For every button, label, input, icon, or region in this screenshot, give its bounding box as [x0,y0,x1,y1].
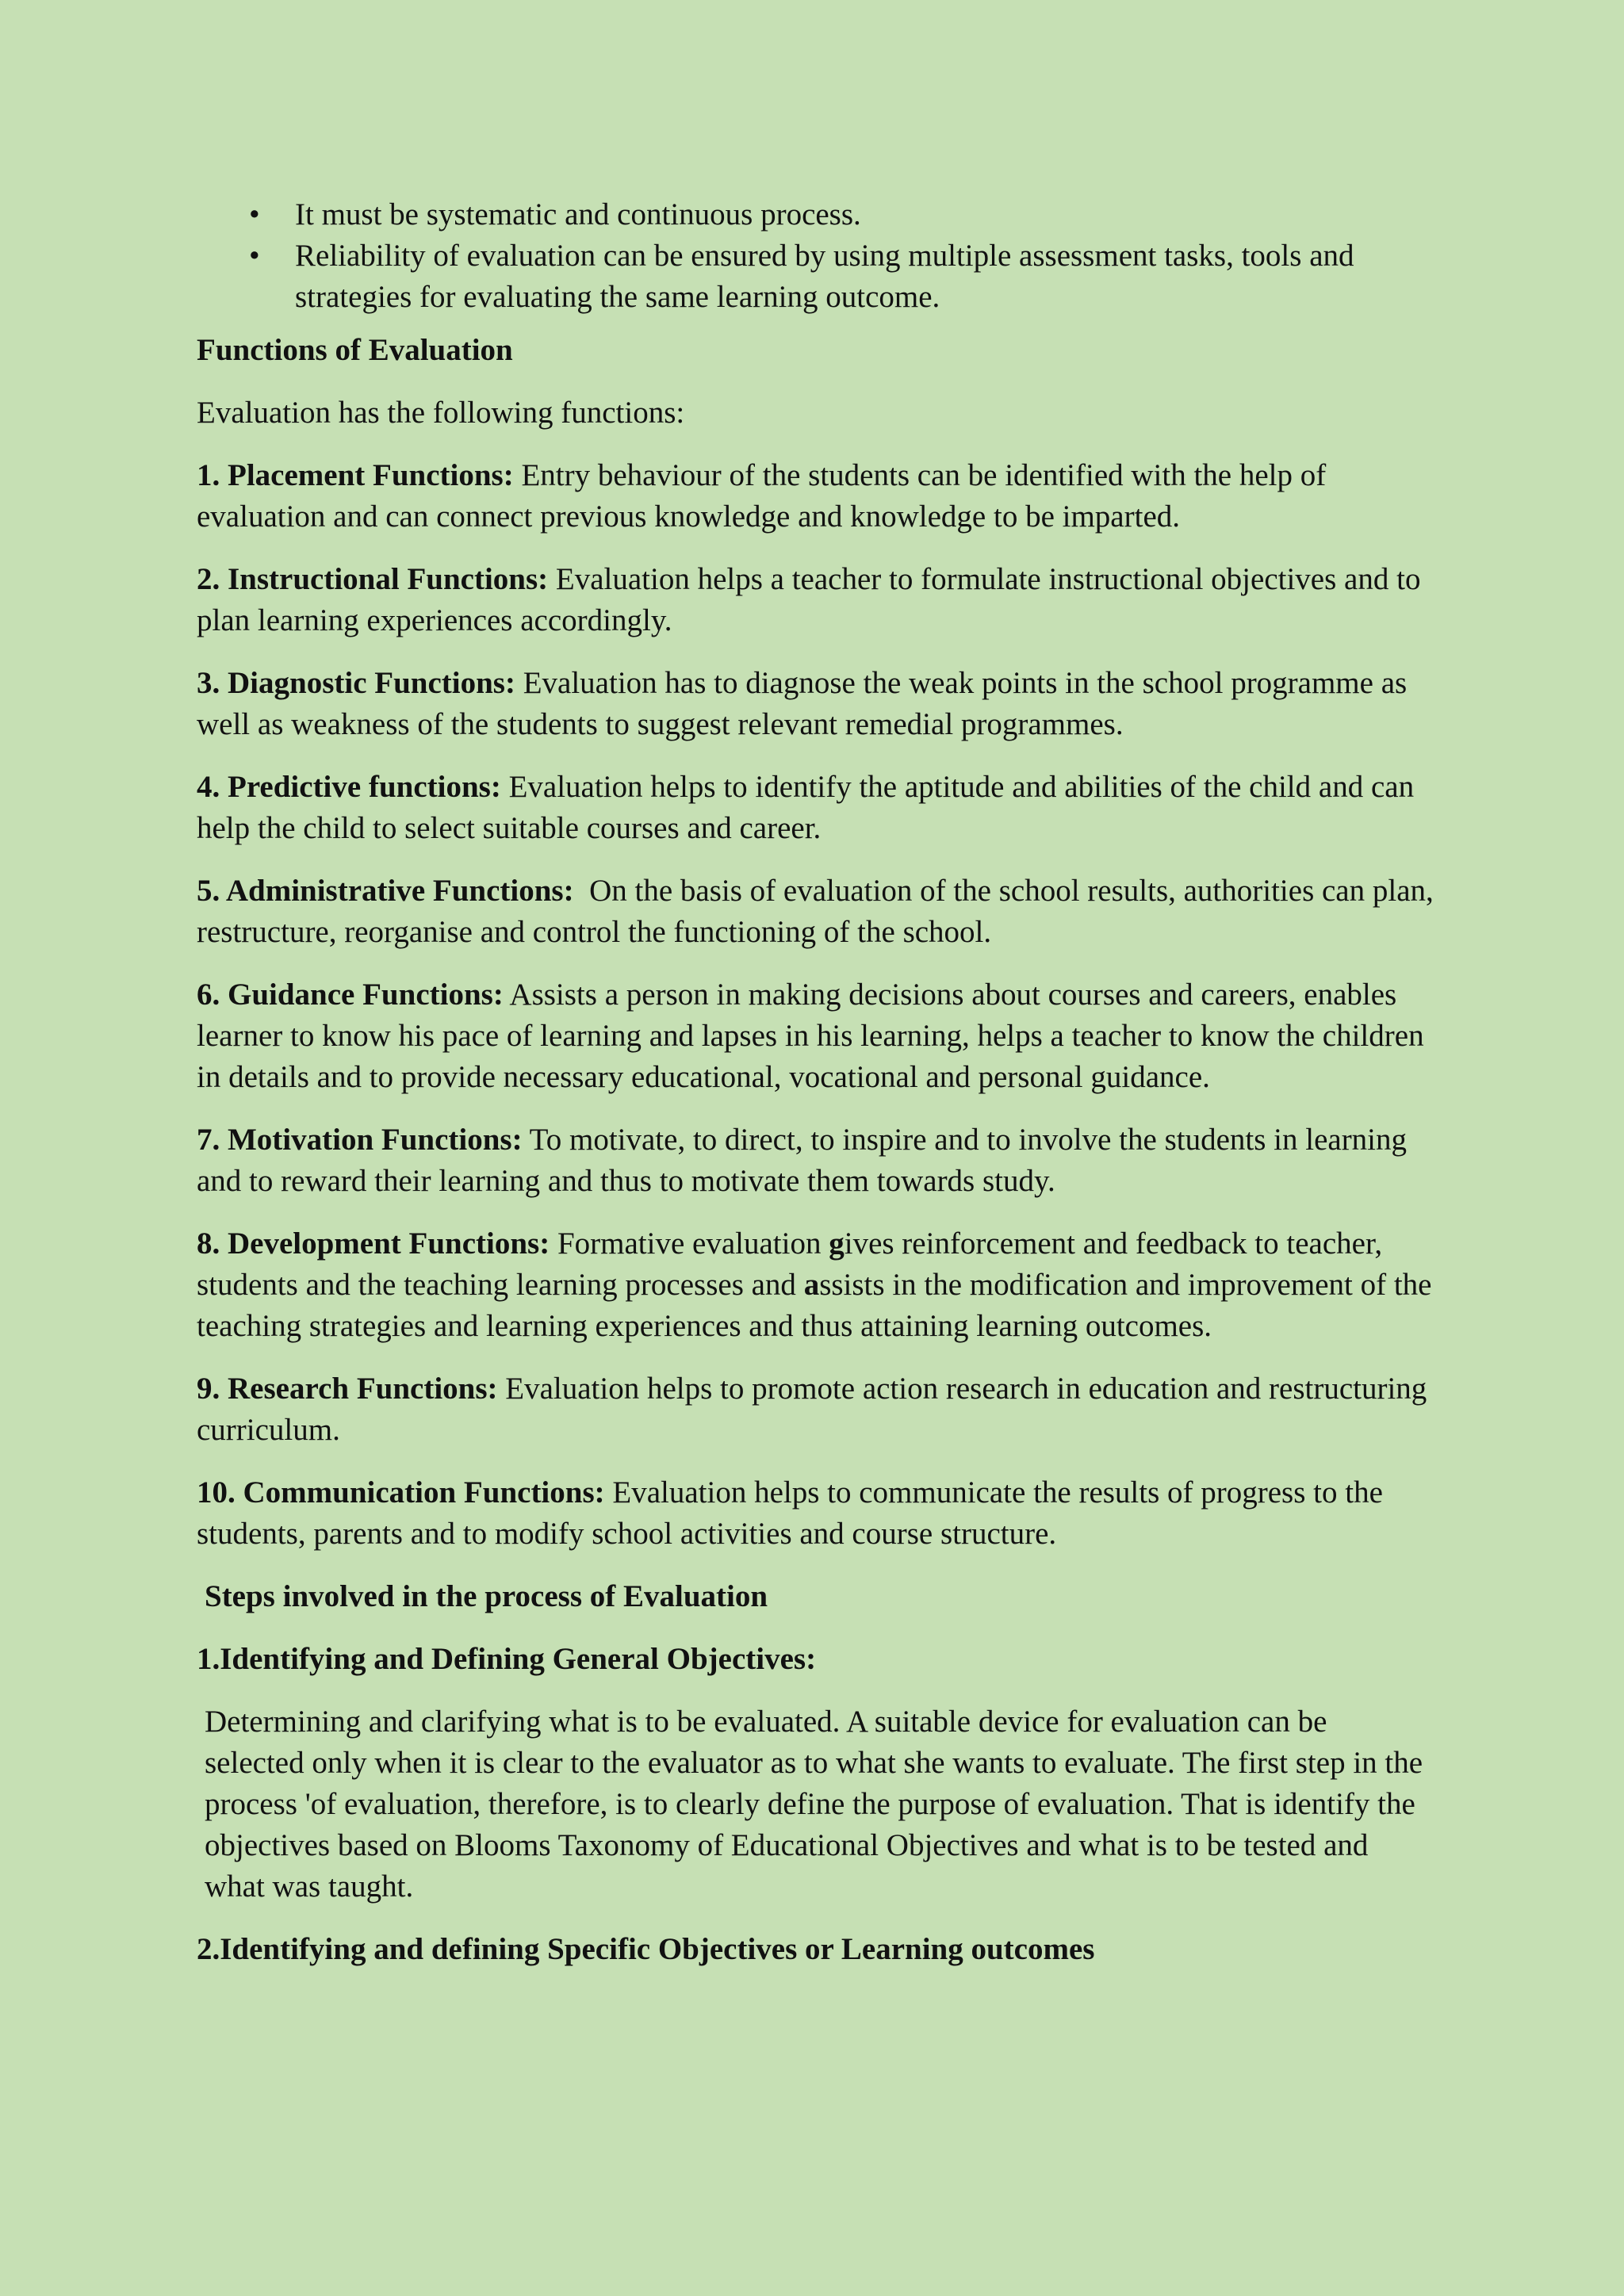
function-title: 4. Predictive functions: [197,770,501,804]
function-paragraph [197,663,1434,745]
function-text: Evaluation has to diagnose the weak points in the school programme as well as weakness of the students to suggest relevant remedial programmes. [197,666,1408,741]
function-text: Entry behaviour of the students can be identified with the help of evaluation and can connect previous knowledge and knowledge to be imparted. [197,458,1327,534]
list-item [197,235,1434,318]
function-title: 2. Instructional Functions: [197,562,549,596]
step1-text: Determining and clarifying what is to be evaluated. A suitable device for evaluation can be selected only when it is clear to the evaluator as to what she wants to evaluate. The first step in the process 'of evaluation, therefore, is to clearly define the purpose of evaluation. That is identify the objectives based on Blooms Taxonomy of Educational Objectives and what is to be tested and what was taught. [205,1705,1423,1904]
function-text: Evaluation helps to communicate the results of progress to the students, parents and to modify school activities and course structure. [197,1475,1383,1551]
steps-heading: Steps involved in the process of Evaluation [205,1579,768,1613]
function-title: 10. Communication Functions: [197,1475,605,1510]
function-title: 5. Administrative Functions: [197,874,574,908]
function-paragraph [197,1472,1434,1555]
bullet-text: Reliability of evaluation can be ensured by using multiple assessment tasks, tools and strategies for evaluating the same learning outcome. [295,239,1354,314]
function-text: ssists in the modification and improvement of the teaching strategies and learning experiences and thus attaining learning outcomes. [197,1268,1432,1343]
function-text: Evaluation helps a teacher to formulate instructional objectives and to plan learning experiences accordingly. [197,562,1421,637]
function-text: Evaluation helps to identify the aptitude and abilities of the child and can help the child to select suitable courses and career. [197,770,1415,845]
function-text: Evaluation helps to promote action research in education and restructuring curriculum. [197,1372,1427,1447]
function-paragraph [197,974,1434,1098]
bullet-text: It must be systematic and continuous process. [295,197,861,232]
function-paragraph [197,767,1434,849]
bullet-icon: • [249,197,260,232]
function-text: On the basis of evaluation of the school results, authorities can plan, restructure, reorganise and control the functioning of the school. [197,874,1442,949]
function-paragraph [197,455,1434,538]
function-title: 6. Guidance Functions: [197,978,504,1012]
function-paragraph [197,1368,1434,1451]
step2-heading: 2.Identifying and defining Specific Objectives or Learning outcomes [197,1932,1095,1966]
function-text: ives reinforcement and feedback to teacher, students and the teaching learning processes and [197,1226,1383,1302]
function-text: To motivate, to direct, to inspire and to involve the students in learning and to reward their learning and thus to motivate them towards study. [197,1123,1408,1198]
functions-intro: Evaluation has the following functions: [197,396,685,430]
function-title: 7. Motivation Functions: [197,1123,523,1157]
bold-letter: a [803,1268,820,1302]
list-item [197,194,1434,235]
function-paragraph [197,1223,1434,1347]
function-paragraph [197,871,1442,953]
function-title: 3. Diagnostic Functions: [197,666,515,700]
document-page [197,194,1442,1992]
step1-heading: 1.Identifying and Defining General Objectives: [197,1642,817,1676]
function-title: 8. Development Functions: [197,1226,550,1261]
function-title: 9. Research Functions: [197,1372,498,1406]
function-paragraph [197,1119,1434,1202]
bullet-icon: • [249,239,260,273]
bold-letter: g [829,1226,845,1261]
function-text: Assists a person in making decisions about courses and careers, enables learner to know his pace of learning and lapses in his learning, helps a teacher to know the children in details and to provide necessary educational, vocational and personal guidance. [197,978,1424,1094]
function-paragraph [197,559,1434,641]
function-title: 1. Placement Functions: [197,458,514,492]
bullet-list [197,194,1434,318]
function-text: Formative evaluation [550,1226,829,1261]
functions-heading: Functions of Evaluation [197,333,513,367]
